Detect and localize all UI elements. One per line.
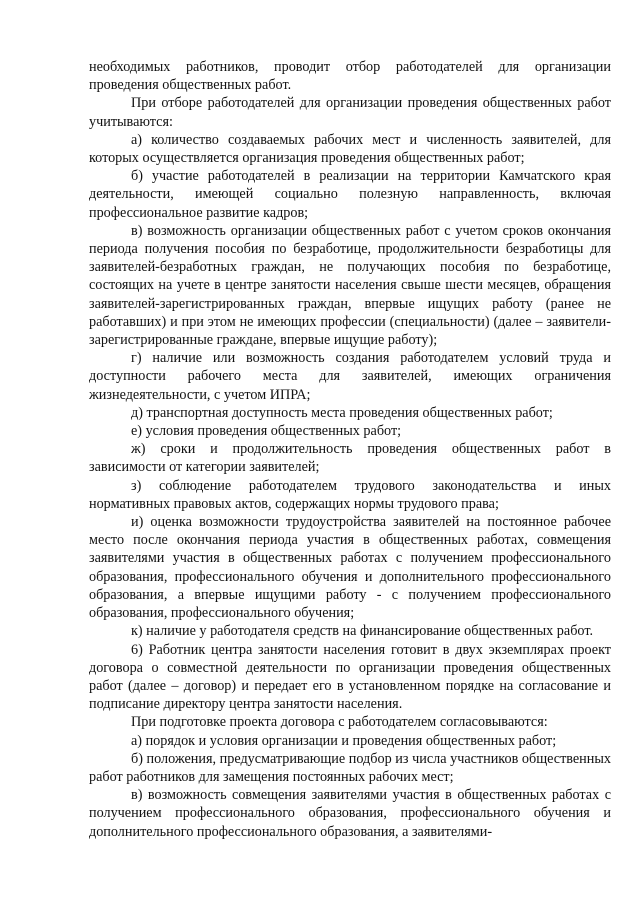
paragraph-item-z: з) соблюдение работодателем трудового законодательства и иных нормативных правовых актов, содержащих нормы трудового права; bbox=[89, 477, 611, 512]
paragraph-contract-item-a: а) порядок и условия организации и проведения общественных работ; bbox=[131, 732, 557, 749]
paragraph-contract-item-b: б) положения, предусматривающие подбор из числа участников общественных работ работников для замещения постоянных рабочих мест; bbox=[89, 750, 611, 785]
paragraph-item-e: е) условия проведения общественных работ; bbox=[131, 423, 402, 440]
paragraph-continuation: необходимых работников, проводит отбор работодателей для организации проведения общественных работ. bbox=[89, 59, 611, 94]
paragraph-selection-criteria-intro: При отборе работодателей для организации проведения общественных работ учитываются: bbox=[89, 95, 611, 130]
paragraph-point-6: 6) Работник центра занятости населения готовит в двух экземплярах проект договора о совместной деятельности по организации проведения общественных работ (далее – договор) и передает его в установленном порядке на согласование и подписание директору центра занятости населения. bbox=[89, 641, 611, 713]
paragraph-contract-intro: При подготовке проекта договора с работодателем согласовываются: bbox=[131, 714, 548, 731]
paragraph-item-a: а) количество создаваемых рабочих мест и численность заявителей, для которых осуществляется организация проведения общественных работ; bbox=[89, 131, 611, 167]
paragraph-contract-item-v: в) возможность совмещения заявителями участия в общественных работах с получением профессионального образования, профессионального обучения и дополнительного профессионального образования, а заявителями- bbox=[89, 787, 611, 840]
document-page bbox=[89, 58, 611, 841]
paragraph-item-v: в) возможность организации общественных работ с учетом сроков окончания периода получения пособия по безработице, продолжительности безработицы для заявителей-безработных граждан, не получающих пособия по безработице, состоящих на учете в центре занятости населения свыше шести месяцев, обращения заявителей-зарегистрированных граждан, впервые ищущих работу (ранее не работавших) и при этом не имеющих профессии (специальности) (далее – заявители-зарегистрированные граждане, впервые ищущие работу); bbox=[89, 222, 611, 349]
paragraph-item-zh: ж) сроки и продолжительность проведения общественных работ в зависимости от категории заявителей; bbox=[89, 441, 611, 476]
paragraph-item-g: г) наличие или возможность создания работодателем условий труда и доступности рабочего места для заявителей, имеющих ограничения жизнедеятельности, с учетом ИПРА; bbox=[89, 350, 611, 403]
paragraph-item-b: б) участие работодателей в реализации на территории Камчатского края деятельности, имеющей социально полезную направленность, включая профессиональное развитие кадров; bbox=[89, 168, 611, 221]
paragraph-item-k: к) наличие у работодателя средств на финансирование общественных работ. bbox=[131, 623, 594, 640]
paragraph-item-i: и) оценка возможности трудоустройства заявителей на постоянное рабочее место после окончания периода участия в общественных работах, совмещения заявителями участия в общественных работах с получением профессионального образования, профессионального обучения и дополнительного профессионального образования, а впервые ищущими работу - с получением профессионального образования, профессионального обучения; bbox=[89, 514, 611, 622]
paragraph-item-d: д) транспортная доступность места проведения общественных работ; bbox=[131, 404, 553, 421]
